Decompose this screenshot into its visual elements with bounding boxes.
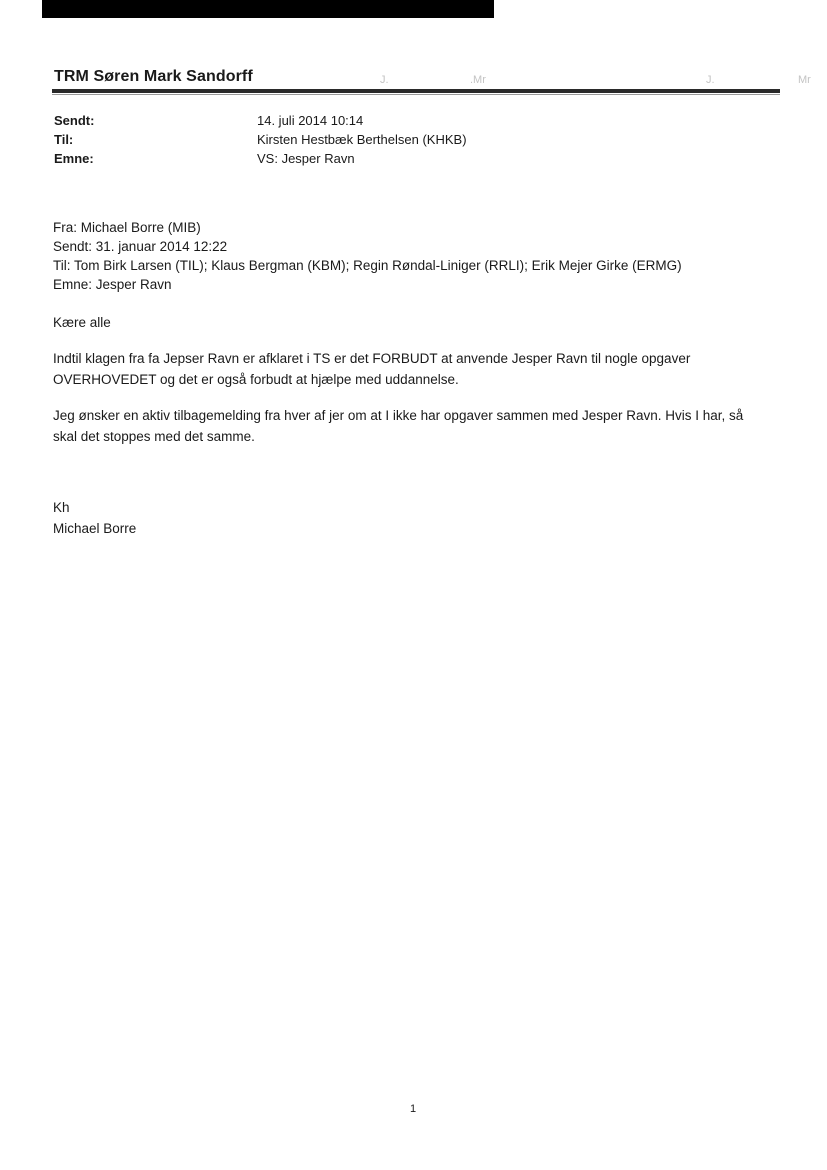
closing: Kh xyxy=(53,500,70,515)
forwarded-subject: Emne: Jesper Ravn xyxy=(53,277,172,292)
forwarded-to: Til: Tom Birk Larsen (TIL); Klaus Bergman (KBM); Regin Røndal-Liniger (RRLI); Erik Mejer Girke (ERMG) xyxy=(53,258,682,273)
header-rule xyxy=(52,89,780,93)
greeting: Kære alle xyxy=(53,315,111,330)
signoff xyxy=(53,497,773,539)
scan-artifact: J. xyxy=(706,74,715,86)
meta-row-to xyxy=(54,130,467,149)
signature: Michael Borre xyxy=(53,521,137,536)
paragraph-line: OVERHOVEDET og det er også forbudt at hjælpe med uddannelse. xyxy=(53,372,459,387)
forwarded-sent: Sendt: 31. januar 2014 12:22 xyxy=(53,239,228,254)
meta-value: 14. juli 2014 10:14 xyxy=(257,113,364,128)
sender-name: TRM Søren Mark Sandorff xyxy=(54,68,253,85)
scan-artifact: Mr xyxy=(798,74,811,86)
scan-artifact: .Mr xyxy=(470,74,486,86)
forwarded-from: Fra: Michael Borre (MIB) xyxy=(53,220,201,235)
meta-row-sent xyxy=(54,111,467,130)
meta-value: VS: Jesper Ravn xyxy=(257,151,355,166)
header-rule-thin xyxy=(52,94,780,95)
meta-label: Til: xyxy=(54,132,74,147)
paragraph-1 xyxy=(53,348,773,390)
paragraph-line: Jeg ønsker en aktiv tilbagemelding fra hver af jer om at I ikke har opgaver sammen med Jesper Ravn. Hvis I har, så xyxy=(53,408,744,423)
forwarded-header xyxy=(53,218,682,294)
meta-value: Kirsten Hestbæk Berthelsen (KHKB) xyxy=(257,132,467,147)
paragraph-line: skal det stoppes med det samme. xyxy=(53,429,255,444)
paragraph-2 xyxy=(53,405,773,447)
meta-row-subject xyxy=(54,149,467,168)
scan-artifact: J. xyxy=(380,74,389,86)
email-meta xyxy=(54,111,467,168)
paragraph-line: Indtil klagen fra fa Jepser Ravn er afklaret i TS er det FORBUDT at anvende Jesper Ravn til nogle opgaver xyxy=(53,351,691,366)
meta-label: Emne: xyxy=(54,151,94,166)
page-number: 1 xyxy=(410,1103,417,1115)
meta-label: Sendt: xyxy=(54,113,95,128)
redaction-bar xyxy=(42,0,494,18)
